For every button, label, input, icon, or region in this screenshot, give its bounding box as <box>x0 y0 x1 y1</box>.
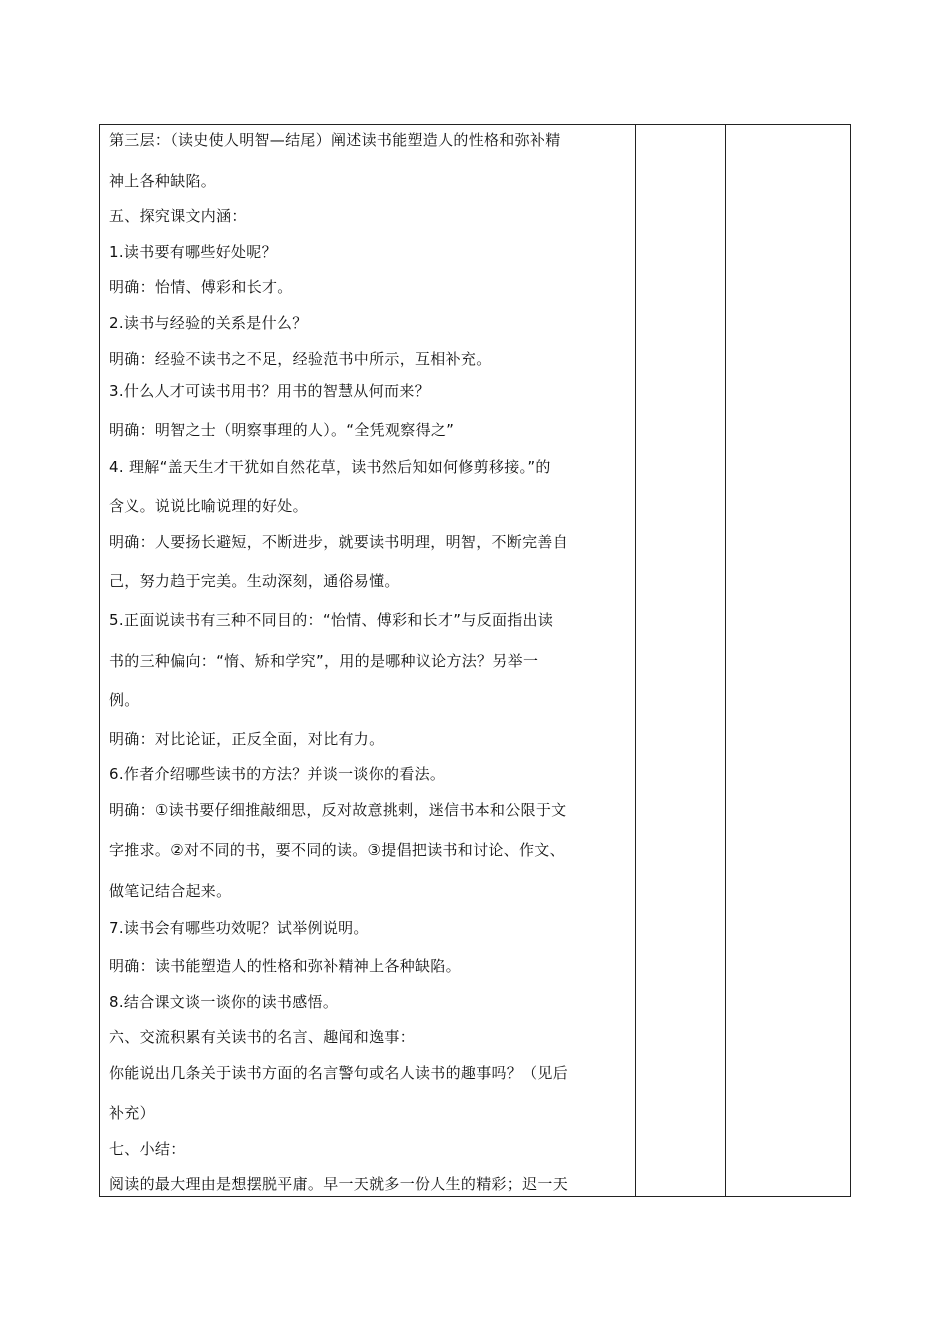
text-line: 明确：经验不读书之不足，经验范书中所示，互相补充。 <box>109 350 492 368</box>
text-line: 1.读书要有哪些好处呢？ <box>109 243 277 261</box>
text-line: 6.作者介绍哪些读书的方法？并谈一谈你的看法。 <box>109 765 446 783</box>
text-line: 明确：①读书要仔细推敲细思，反对故意挑剌，迷信书本和公限于文 <box>109 801 567 819</box>
text-line: 明确：读书能塑造人的性格和弥补精神上各种缺陷。 <box>109 957 461 975</box>
text-line: 明确：怡情、傅彩和长才。 <box>109 278 293 296</box>
text-line: 2.读书与经验的关系是什么？ <box>109 314 308 332</box>
text-line: 己，努力趋于完美。生动深刻，通俗易懂。 <box>109 572 400 590</box>
text-line: 含义。说说比喻说理的好处。 <box>109 497 308 515</box>
empty-middle-cell <box>636 125 726 1196</box>
section-heading: 六、交流积累有关读书的名言、趣闻和逸事： <box>109 1028 416 1046</box>
lesson-plan-table <box>99 124 851 1197</box>
text-line: 补充） <box>109 1104 155 1122</box>
text-line: 明确：人要扬长避短，不断进步，就要读书明理，明智，不断完善自 <box>109 533 569 551</box>
text-line: 你能说出几条关于读书方面的名言警句或名人读书的趣事吗？（见后 <box>109 1064 569 1082</box>
text-line: 字推求。②对不同的书，要不同的读。③提倡把读书和讨论、作文、 <box>109 841 565 859</box>
main-content-cell <box>100 125 636 1196</box>
empty-right-cell <box>726 125 850 1196</box>
text-line: 明确：对比论证，正反全面，对比有力。 <box>109 730 385 748</box>
section-heading: 五、探究课文内涵： <box>109 207 247 225</box>
text-line: 5.正面说读书有三种不同目的：“怡情、傅彩和长才”与反面指出读 <box>109 611 554 629</box>
text-line: 8.结合课文谈一谈你的读书感悟。 <box>109 993 339 1011</box>
text-line: 3.什么人才可读书用书？用书的智慧从何而来？ <box>109 382 430 400</box>
section-heading: 七、小结： <box>109 1140 186 1158</box>
text-line: 例。 <box>109 691 140 709</box>
text-line: 4. 理解“盖天生才干犹如自然花草，读书然后知如何修剪移接。”的 <box>109 458 551 476</box>
text-line: 书的三种偏向：“惰、矫和学究”，用的是哪种议论方法？另举一 <box>109 652 539 670</box>
text-line: 7.读书会有哪些功效呢？试举例说明。 <box>109 919 369 937</box>
text-line: 神上各种缺陷。 <box>109 172 217 190</box>
text-line: 明确：明智之士（明察事理的人）。“全凭观察得之” <box>109 421 455 439</box>
text-line: 做笔记结合起来。 <box>109 882 232 900</box>
text-line: 阅读的最大理由是想摆脱平庸。早一天就多一份人生的精彩；迟一天 <box>109 1175 569 1193</box>
text-line: 第三层：（读史使人明智—结尾）阐述读书能塑造人的性格和弥补精 <box>109 131 561 149</box>
